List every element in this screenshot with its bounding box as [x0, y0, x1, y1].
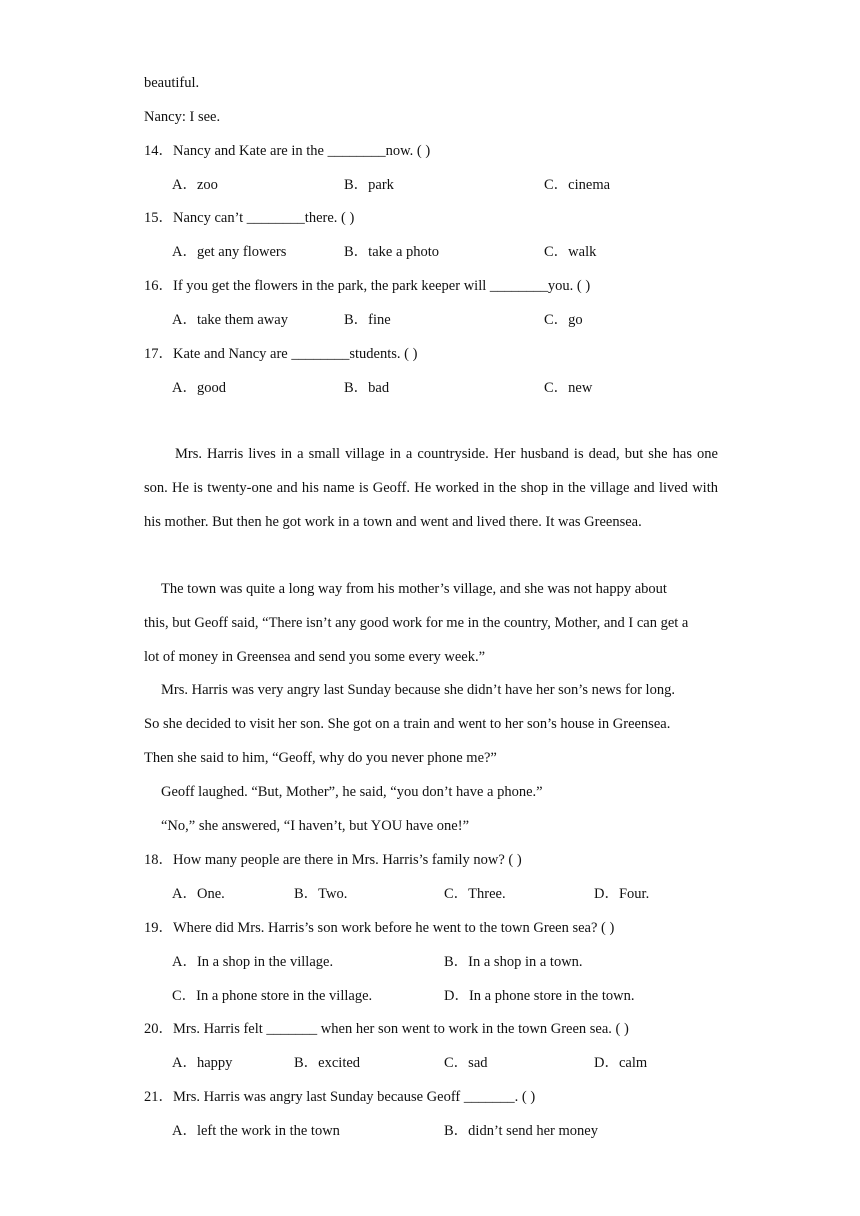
passage-line: So she decided to visit her son. She got on a train and went to her son’s house in Greensea. [144, 716, 671, 733]
passage-line: Geoff laughed. “But, Mother”, he said, “you don’t have a phone.” [161, 783, 543, 800]
passage-text-line: Nancy: I see. [144, 109, 221, 125]
question-17-option-a: A．good [172, 380, 226, 396]
passage-line: The town was quite a long way from his mother’s village, and she was not happy about [161, 581, 667, 597]
passage-paragraph-text: Mrs. Harris lives in a small village in a countryside. Her husband is dead, but she has one son. He is twenty-one and his name is Geoff. He worked in the shop in the village and lived with his mother. But then he got work in a town and went and lived there. It was Greensea. [144, 446, 718, 530]
question-15-option-b: B．take a photo [344, 244, 440, 260]
question-19-stem: 19．Where did Mrs. Harris’s son work before he went to the town Green sea? ( ) [144, 920, 615, 936]
question-18-option-d: D．Four. [594, 886, 650, 902]
question-19-option-b: B．In a shop in a town. [444, 954, 583, 970]
question-17-stem: 17．Kate and Nancy are ________students. ( ) [144, 346, 418, 362]
question-17-option-c: C．new [544, 380, 593, 396]
question-19-option-d: D．In a phone store in the town. [444, 988, 635, 1004]
question-19-option-a: A．In a shop in the village. [172, 954, 334, 970]
question-17-option-b: B．bad [344, 380, 390, 396]
question-16-stem: 16．If you get the flowers in the park, the park keeper will ________you. ( ) [144, 278, 591, 294]
question-20-option-a: A．happy [172, 1055, 233, 1071]
question-16-option-b: B．fine [344, 312, 391, 328]
question-14-option-a: A．zoo [172, 177, 218, 193]
question-15-option-a: A．get any flowers [172, 244, 287, 260]
passage-line: this, but Geoff said, “There isn’t any good work for me in the country, Mother, and I can get a [144, 614, 689, 631]
passage-line: Then she said to him, “Geoff, why do you never phone me?” [144, 749, 497, 766]
question-21-option-b: B．didn’t send her money [444, 1123, 598, 1139]
question-14-option-b: B．park [344, 177, 394, 193]
question-15-option-c: C．walk [544, 244, 597, 260]
question-18-option-a: A．One. [172, 886, 225, 902]
passage-line: “No,” she answered, “I haven’t, but YOU have one!” [161, 817, 470, 834]
passage-paragraph [144, 438, 718, 539]
passage-text-line: beautiful. [144, 75, 200, 91]
question-14-option-c: C．cinema [544, 177, 611, 193]
question-16-option-a: A．take them away [172, 312, 288, 328]
passage-body [144, 573, 718, 843]
question-18-option-b: B．Two. [294, 886, 348, 902]
question-18-option-c: C．Three. [444, 886, 506, 902]
question-15-stem: 15．Nancy can’t ________there. ( ) [144, 210, 355, 226]
question-20-stem: 20．Mrs. Harris felt _______ when her son went to work in the town Green sea. ( ) [144, 1021, 629, 1037]
passage-line: Mrs. Harris was very angry last Sunday because she didn’t have her son’s news for long. [161, 682, 675, 699]
question-21-stem: 21．Mrs. Harris was angry last Sunday because Geoff _______. ( ) [144, 1089, 536, 1105]
question-20-option-b: B．excited [294, 1055, 361, 1071]
passage-line: lot of money in Greensea and send you some every week.” [144, 648, 486, 665]
question-18-stem: 18．How many people are there in Mrs. Harris’s family now? ( ) [144, 852, 522, 868]
question-14-stem: 14．Nancy and Kate are in the ________now. ( ) [144, 143, 431, 159]
question-16-option-c: C．go [544, 312, 583, 328]
question-19-option-c: C．In a phone store in the village. [172, 988, 373, 1004]
question-21-option-a: A．left the work in the town [172, 1123, 340, 1139]
question-20-option-d: D．calm [594, 1055, 648, 1071]
question-20-option-c: C．sad [444, 1055, 488, 1071]
